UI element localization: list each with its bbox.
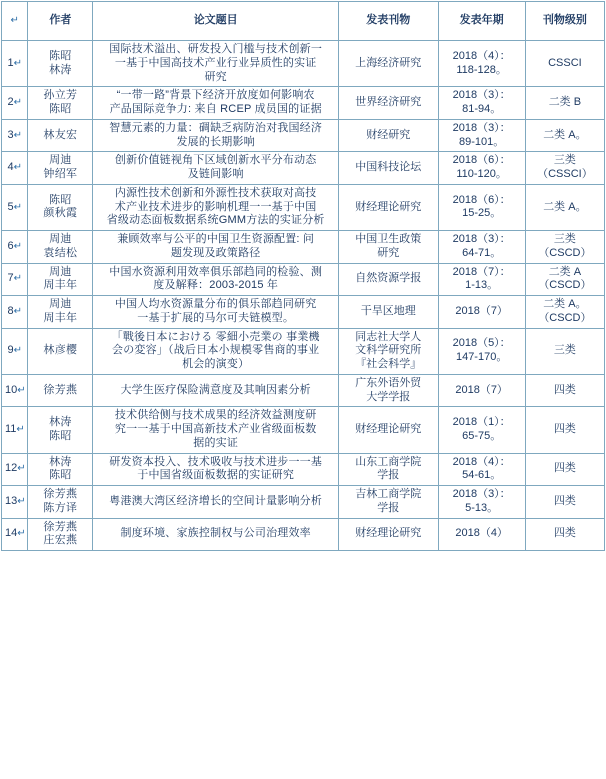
- cell-text-journal: 广东外语外贸 大学学报: [355, 376, 422, 403]
- paragraph-mark-icon: ↵: [13, 273, 22, 285]
- cell-author: [28, 486, 93, 519]
- cell-text-year: 2018（4）： 118-128。: [452, 49, 511, 76]
- cell-journal: [339, 152, 438, 185]
- cell-level: [525, 152, 604, 185]
- cell-journal: [339, 41, 438, 87]
- paragraph-mark-icon: ↵: [13, 57, 22, 69]
- cell-journal: [339, 518, 438, 551]
- cell-author: [28, 374, 93, 407]
- cell-text-num: 1: [7, 56, 14, 69]
- cell-text-year: 2018（1）： 65-75。: [452, 416, 511, 442]
- cell-text-num: 3: [7, 128, 14, 141]
- cell-text-title: 智慧元素的力量：碉缺乏病防治对我国经济 发展的长期影响: [109, 121, 323, 148]
- cell-text-num: 7: [7, 272, 14, 285]
- cell-text-title: 制度环境、家族控制权与公司治理效率: [120, 527, 311, 540]
- cell-year: [438, 41, 525, 87]
- paragraph-mark-icon: ↵: [17, 384, 26, 396]
- table-row: [2, 87, 605, 120]
- cell-text-year: 2018（6）： 15-25。: [452, 193, 511, 220]
- cell-text-author: 周迪 钟绍军: [43, 154, 78, 180]
- cell-text-author: 周迪 周丰年: [43, 265, 78, 292]
- cell-level: [525, 518, 604, 551]
- cell-year: [438, 328, 525, 374]
- cell-text-journal: 干旱区地理: [360, 304, 416, 317]
- cell-num: [2, 518, 28, 551]
- cell-num: [2, 41, 28, 87]
- table-row: [2, 263, 605, 296]
- cell-text-num: 8: [7, 304, 14, 317]
- cell-text-journal: 山东工商学院 学报: [355, 455, 422, 482]
- cell-author: [28, 152, 93, 185]
- column-header-level: [525, 2, 604, 41]
- table-row: [2, 374, 605, 407]
- cell-author: [28, 184, 93, 230]
- cell-text-num: 10: [5, 383, 18, 396]
- cell-level: [525, 453, 604, 486]
- cell-text-title: 研发资本投入、技术吸收与技术进步一一基 于中国省级面板数据的实证研究: [109, 455, 323, 482]
- cell-year: [438, 518, 525, 551]
- cell-level: [525, 263, 604, 296]
- cell-year: [438, 486, 525, 519]
- table-row: [2, 407, 605, 453]
- cell-text-title: 中国人均水资源量分布的俱乐部趋同研究 一基于扩展的马尔可夫链模型。: [114, 298, 317, 324]
- cell-year: [438, 453, 525, 486]
- column-header-journal: [339, 2, 438, 41]
- cell-author: [28, 231, 93, 264]
- column-header-title: [93, 2, 339, 41]
- cell-num: [2, 486, 28, 519]
- cell-author: [28, 87, 93, 120]
- cell-text-level: 四类: [553, 462, 576, 475]
- cell-author: [28, 296, 93, 329]
- cell-text-title: 创新价值链视角下区域创新水平分布动态 及链间影响: [114, 154, 317, 180]
- cell-text-level: 二类 A。 （CSCD）: [538, 298, 592, 324]
- cell-journal: [339, 407, 438, 453]
- cell-text-title: 「戰後日本における 零細小売業の 事業機 会の変容」（战后日本小规模零售商的事业 机会的演变）: [111, 330, 320, 370]
- cell-text-journal: 自然资源学报: [355, 272, 422, 285]
- paragraph-mark-icon: ↵: [13, 305, 22, 317]
- cell-journal: [339, 119, 438, 152]
- cell-author: [28, 407, 93, 453]
- cell-text-level: 二类 A。: [543, 200, 587, 213]
- cell-text-title: 技术供给侧与技术成果的经济效益测度研 究一一基于中国高新技术产业省级面板数 据的实证: [114, 409, 317, 449]
- table-row: [2, 231, 605, 264]
- cell-text-num: 12: [5, 462, 18, 475]
- cell-text-year: 2018（6）： 110-120。: [452, 154, 511, 180]
- cell-level: [525, 87, 604, 120]
- cell-journal: [339, 231, 438, 264]
- cell-text-num: 11: [5, 423, 17, 435]
- cell-year: [438, 119, 525, 152]
- cell-text-author: 徐芳燕 陈方译: [43, 488, 78, 514]
- column-header-label: 论文题目: [193, 14, 238, 27]
- cell-text-author: 林涛 陈昭: [49, 416, 72, 442]
- paragraph-mark-icon: ↵: [13, 129, 22, 141]
- cell-journal: [339, 374, 438, 407]
- cell-title: [93, 296, 339, 329]
- cell-author: [28, 41, 93, 87]
- cell-title: [93, 263, 339, 296]
- column-header-year: [438, 2, 525, 41]
- cell-level: [525, 407, 604, 453]
- cell-text-journal: 世界经济研究: [355, 96, 422, 109]
- cell-text-journal: 财经理论研究: [355, 423, 422, 435]
- paragraph-mark-icon: ↵: [17, 528, 26, 540]
- cell-num: [2, 119, 28, 152]
- publications-table: [1, 1, 605, 551]
- cell-text-num: 5: [7, 200, 14, 213]
- cell-title: [93, 87, 339, 120]
- cell-text-title: 内源性技术创新和外源性技术获取对高技 术产业技术进步的影响机理一一基于中国 省级动态面板数据系统GMM方法的实证分析: [106, 186, 325, 227]
- cell-year: [438, 407, 525, 453]
- paragraph-mark-icon: ↵: [10, 15, 19, 27]
- cell-text-journal: 上海经济研究: [355, 56, 422, 69]
- cell-year: [438, 87, 525, 120]
- cell-text-journal: 同志社大学人 文科学研究所 『社会科学』: [355, 330, 422, 370]
- cell-num: [2, 231, 28, 264]
- cell-text-journal: 财经理论研究: [355, 200, 422, 213]
- cell-year: [438, 231, 525, 264]
- cell-level: [525, 374, 604, 407]
- cell-num: [2, 184, 28, 230]
- cell-level: [525, 119, 604, 152]
- cell-level: [525, 41, 604, 87]
- cell-title: [93, 374, 339, 407]
- paragraph-mark-icon: ↵: [17, 495, 26, 507]
- cell-journal: [339, 328, 438, 374]
- cell-text-journal: 吉林工商学院 学报: [355, 488, 422, 514]
- cell-author: [28, 453, 93, 486]
- cell-level: [525, 231, 604, 264]
- cell-num: [2, 374, 28, 407]
- cell-text-num: 6: [7, 239, 14, 252]
- cell-level: [525, 296, 604, 329]
- cell-text-year: 2018（3）： 64-71。: [452, 233, 511, 259]
- column-header-label: 刊物级别: [542, 14, 587, 27]
- cell-text-level: 三类: [553, 344, 576, 357]
- column-header-label: 发表刊物: [366, 14, 411, 27]
- column-header-label: 发表年期: [459, 14, 504, 27]
- cell-text-level: 三类 （CSCD）: [538, 233, 592, 259]
- cell-num: [2, 263, 28, 296]
- cell-text-level: CSSCI: [548, 56, 582, 69]
- cell-text-author: 徐芳燕: [43, 383, 78, 396]
- cell-text-journal: 中国卫生政策 研究: [355, 233, 422, 259]
- cell-text-level: 四类: [553, 383, 576, 396]
- cell-text-num: 4: [7, 161, 14, 174]
- column-header-label: 作者: [49, 14, 72, 27]
- cell-journal: [339, 87, 438, 120]
- cell-text-author: 林友宏: [43, 128, 78, 141]
- cell-text-num: 2: [7, 96, 14, 109]
- cell-text-title: 粤港澳大湾区经济增长的空间计量影响分析: [109, 494, 323, 507]
- table-row: [2, 119, 605, 152]
- cell-journal: [339, 263, 438, 296]
- cell-year: [438, 263, 525, 296]
- cell-level: [525, 184, 604, 230]
- cell-text-level: 三类 （CSSCI）: [537, 154, 593, 180]
- cell-text-title: “一带一路”背景下经济开放度如何影响农 产品国际竞争力: 来自 RCEP 成员国的证据: [109, 89, 322, 115]
- column-header-num: [2, 2, 28, 41]
- cell-title: [93, 119, 339, 152]
- paragraph-mark-icon: ↵: [16, 424, 25, 435]
- cell-text-level: 四类: [553, 423, 576, 435]
- cell-title: [93, 328, 339, 374]
- paragraph-mark-icon: ↵: [13, 201, 22, 213]
- cell-text-journal: 财经理论研究: [355, 527, 422, 540]
- cell-year: [438, 152, 525, 185]
- paragraph-mark-icon: ↵: [17, 463, 26, 475]
- cell-text-level: 二类 B: [548, 96, 582, 109]
- cell-text-title: 大学生医疗保险满意度及其响因素分析: [120, 383, 311, 396]
- cell-title: [93, 231, 339, 264]
- table-header-row: [2, 2, 605, 41]
- cell-journal: [339, 486, 438, 519]
- cell-text-author: 林彦樱: [43, 344, 78, 357]
- cell-text-title: 国际技术溢出、研发投入门槛与技术创新一 一基于中国高技术产业行业异质性的实证 研究: [109, 43, 323, 83]
- paragraph-mark-icon: ↵: [13, 345, 22, 357]
- cell-num: [2, 87, 28, 120]
- cell-text-author: 周迪 袁结松: [43, 233, 78, 259]
- cell-text-author: 孙立芳 陈昭: [43, 89, 78, 115]
- cell-year: [438, 296, 525, 329]
- table-row: [2, 152, 605, 185]
- cell-text-year: 2018（3）： 89-101。: [452, 121, 511, 148]
- cell-text-author: 林涛 陈昭: [49, 455, 72, 482]
- cell-title: [93, 41, 339, 87]
- cell-year: [438, 184, 525, 230]
- cell-text-level: 二类 A （CSCD）: [538, 265, 592, 292]
- cell-journal: [339, 296, 438, 329]
- table-row: [2, 518, 605, 551]
- paragraph-mark-icon: ↵: [13, 97, 22, 109]
- cell-title: [93, 518, 339, 551]
- cell-text-title: 兼顾效率与公平的中国卫生资源配置: 问 题发现及政策路径: [117, 233, 315, 259]
- cell-num: [2, 328, 28, 374]
- cell-journal: [339, 184, 438, 230]
- paragraph-mark-icon: ↵: [13, 240, 22, 252]
- cell-text-level: 四类: [553, 527, 576, 540]
- cell-level: [525, 328, 604, 374]
- cell-text-year: 2018（7）： 1-13。: [452, 265, 511, 292]
- cell-text-year: 2018（7）: [455, 304, 508, 317]
- cell-text-num: 13: [5, 494, 18, 507]
- cell-text-level: 四类: [553, 494, 576, 507]
- cell-text-journal: 财经研究: [366, 128, 411, 141]
- cell-text-author: 周迪 周丰年: [43, 298, 78, 324]
- cell-journal: [339, 453, 438, 486]
- cell-num: [2, 296, 28, 329]
- table-row: [2, 453, 605, 486]
- cell-level: [525, 486, 604, 519]
- cell-num: [2, 152, 28, 185]
- cell-text-year: 2018（3）： 81-94。: [452, 89, 511, 115]
- cell-author: [28, 518, 93, 551]
- cell-text-year: 2018（7）: [455, 383, 508, 396]
- column-header-author: [28, 2, 93, 41]
- cell-text-author: 徐芳燕 庄宏燕: [43, 520, 78, 547]
- cell-text-year: 2018（4）： 54-61。: [452, 455, 511, 482]
- cell-text-year: 2018（4）: [455, 527, 508, 540]
- cell-author: [28, 328, 93, 374]
- cell-text-year: 2018（5）： 147-170。: [452, 337, 511, 364]
- cell-text-level: 二类 A。: [543, 128, 587, 141]
- cell-num: [2, 453, 28, 486]
- cell-text-author: 陈昭 林涛: [49, 49, 72, 76]
- cell-year: [438, 374, 525, 407]
- cell-text-title: 中国水资源利用效率俱乐部趋同的检验、测 度及解释：2003-2015 年: [109, 265, 323, 292]
- cell-title: [93, 486, 339, 519]
- cell-text-author: 陈昭 颜秋霞: [43, 193, 78, 220]
- cell-author: [28, 263, 93, 296]
- table-row: [2, 486, 605, 519]
- cell-title: [93, 407, 339, 453]
- cell-title: [93, 184, 339, 230]
- cell-title: [93, 152, 339, 185]
- cell-text-num: 14: [5, 527, 18, 540]
- table-row: [2, 41, 605, 87]
- cell-text-year: 2018（3）： 5-13。: [452, 488, 511, 514]
- paragraph-mark-icon: ↵: [13, 162, 22, 174]
- table-row: [2, 296, 605, 329]
- cell-author: [28, 119, 93, 152]
- table-row: [2, 184, 605, 230]
- cell-num: [2, 407, 28, 453]
- cell-title: [93, 453, 339, 486]
- table-row: [2, 328, 605, 374]
- cell-text-num: 9: [7, 344, 14, 357]
- cell-text-journal: 中国科技论坛: [355, 161, 422, 174]
